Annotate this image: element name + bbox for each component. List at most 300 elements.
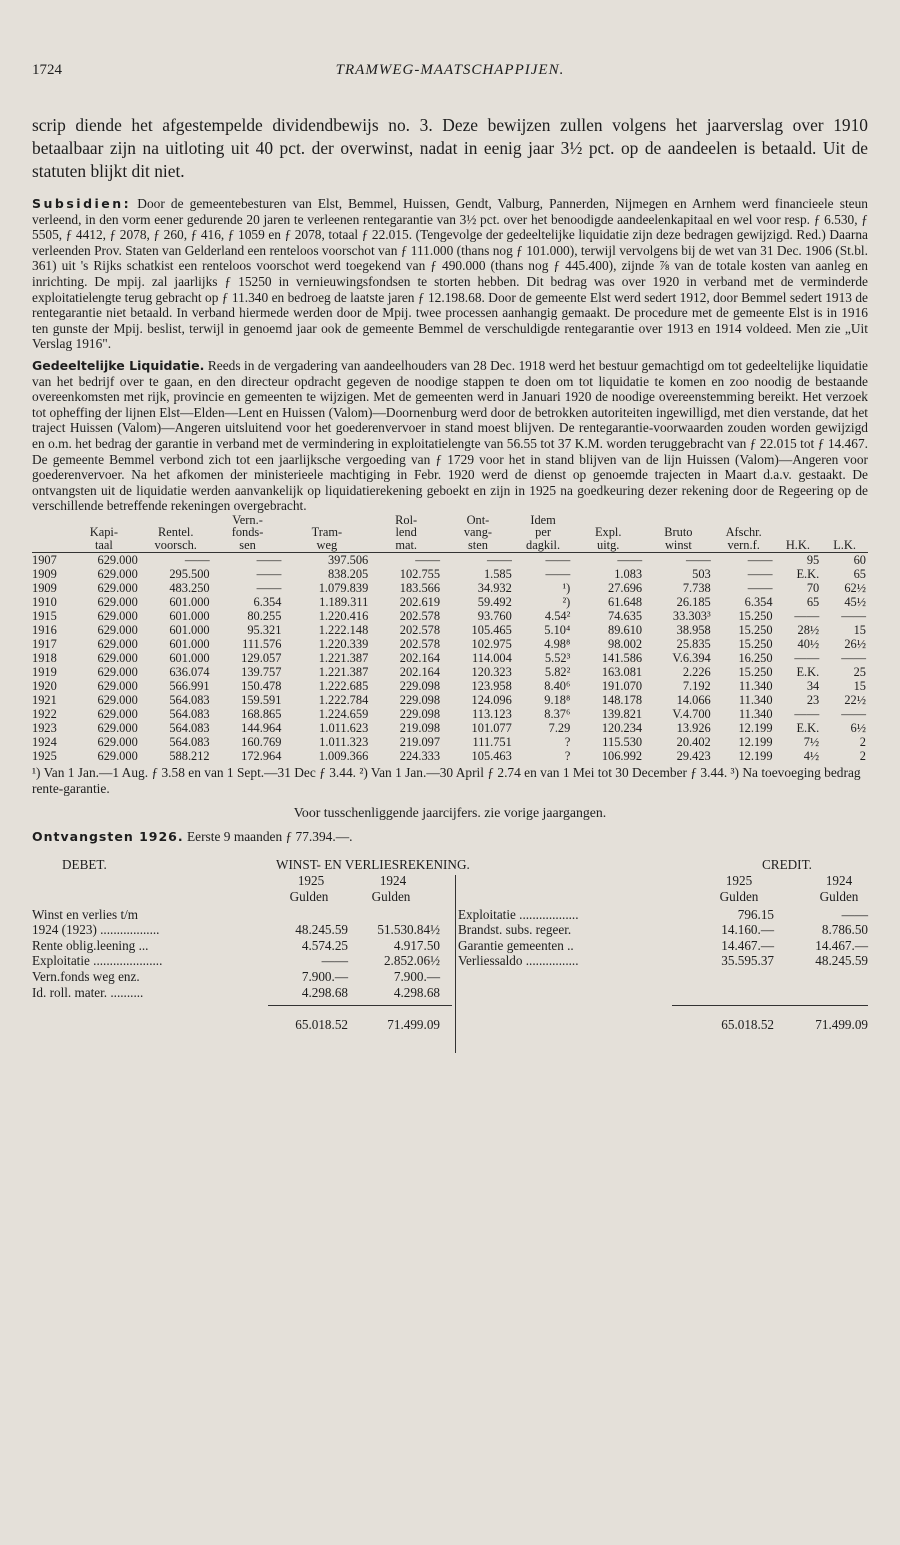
debit-rows: [32, 907, 454, 1001]
table-cell: 29.423: [676, 748, 711, 763]
table-cell: 11.340: [738, 692, 773, 707]
table-cell: 4.54²: [544, 608, 571, 623]
ontvangsten-line: [32, 829, 868, 845]
year-cell: 1918: [32, 650, 57, 665]
table-cell: 2: [859, 734, 866, 749]
table-cell: 106.992: [601, 748, 643, 763]
column-header: Idem per dagkil.: [514, 514, 572, 552]
table-cell: 74.635: [608, 608, 643, 623]
table-row: [32, 623, 868, 637]
table-cell: ——: [794, 608, 820, 623]
table-cell: 1.011.623: [319, 720, 369, 735]
year-cell: 1922: [32, 706, 57, 721]
table-cell: 629.000: [97, 678, 138, 693]
year-cell: 1907: [32, 552, 57, 567]
account-line-label: Vern.fonds weg enz.: [32, 969, 140, 985]
table-cell: ——: [747, 552, 773, 567]
debet-label: DEBET.: [62, 856, 107, 872]
table-cell: ——: [841, 706, 866, 721]
table-row: [32, 651, 868, 665]
credit-rows: [458, 907, 868, 969]
column-header: Ont- vang- sten: [442, 514, 514, 552]
account-line: [458, 953, 868, 969]
table-cell: 229.098: [399, 678, 441, 693]
table-cell: 15.250: [738, 622, 773, 637]
table-cell: ——: [415, 552, 441, 567]
table-cell: 34.932: [477, 580, 512, 595]
table-cell: 62½: [844, 580, 866, 595]
table-cell: 191.070: [601, 678, 643, 693]
table-cell: 202.578: [399, 608, 441, 623]
table-row: [32, 721, 868, 735]
table-cell: 629.000: [97, 566, 138, 581]
account-line: [458, 922, 868, 938]
table-row: [32, 665, 868, 679]
table-cell: 503: [692, 566, 711, 581]
ontvangsten-text: Eerste 9 maanden ƒ 77.394.—.: [183, 828, 353, 844]
subsidien-lead: Subsidien:: [32, 196, 132, 211]
table-cell: ——: [184, 552, 210, 567]
table-cell: ——: [794, 650, 820, 665]
table-cell: 1.221.387: [318, 664, 369, 679]
table-cell: ——: [685, 552, 711, 567]
debit-total-1925: 65.018.52: [295, 1016, 348, 1032]
table-cell: 1.189.311: [319, 594, 369, 609]
account-line-label: Rente oblig.leening ...: [32, 937, 149, 953]
table-cell: 124.096: [471, 692, 512, 707]
table-cell: 629.000: [97, 594, 138, 609]
table-cell: 629.000: [97, 720, 138, 735]
table-cell: 601.000: [169, 636, 210, 651]
table-cell: ²): [562, 594, 571, 609]
debit-year-1924: 1924: [379, 872, 407, 888]
table-cell: 15.250: [738, 608, 773, 623]
table-cell: 564.083: [169, 706, 210, 721]
table-cell: 7.738: [682, 580, 711, 595]
table-cell: 12.199: [738, 734, 773, 749]
table-cell: ——: [545, 552, 571, 567]
table-cell: ——: [617, 552, 643, 567]
table-row: [32, 609, 868, 623]
column-header: Rentel. voorsch.: [140, 514, 212, 552]
account-line: [458, 938, 868, 954]
table-cell: 629.000: [97, 552, 138, 567]
profit-loss-account: [32, 857, 868, 1053]
table-cell: ——: [256, 552, 282, 567]
table-cell: ——: [487, 552, 512, 567]
table-cell: 80.255: [247, 608, 282, 623]
table-cell: 12.199: [738, 720, 773, 735]
liquidatie-lead: Gedeeltelijke Liquidatie.: [32, 357, 205, 373]
table-cell: 202.619: [399, 594, 441, 609]
table-cell: 111.751: [472, 734, 512, 749]
table-cell: ——: [256, 580, 282, 595]
table-cell: ?: [564, 748, 571, 763]
table-cell: 93.760: [477, 608, 512, 623]
account-line-amount-1925: 7.900.—: [301, 969, 348, 985]
table-cell: 8.37⁶: [544, 706, 571, 721]
table-cell: 564.083: [169, 692, 210, 707]
table-cell: 160.769: [241, 734, 282, 749]
account-divider: [455, 875, 456, 1053]
account-line-amount-1925: 4.298.68: [301, 984, 348, 1000]
table-cell: 20.402: [676, 734, 711, 749]
table-cell: ——: [841, 650, 866, 665]
table-cell: 6.354: [253, 594, 282, 609]
year-cell: 1921: [32, 692, 57, 707]
table-cell: ¹): [562, 580, 571, 595]
table-cell: 105.465: [471, 622, 512, 637]
year-cell: 1909: [32, 580, 57, 595]
table-cell: 120.234: [601, 720, 643, 735]
table-cell: 15.250: [738, 664, 773, 679]
table-cell: 148.178: [601, 692, 643, 707]
table-cell: ——: [747, 580, 773, 595]
account-line-amount-1925: ——: [321, 953, 348, 969]
account-line-label: Verliessaldo ................: [458, 953, 579, 969]
account-line: [32, 907, 454, 923]
table-row: [32, 693, 868, 707]
liquidatie-text: Reeds in de vergadering van aandeelhouders van 28 Dec. 1918 werd het bestuur gemachtigd om tot gedeeltelijke liquidatie van het bedrijf over te gaan, en den directeur opdracht gegeven de noodige stappen te doen om tot liquidatie te komen en zoo noodig de bestaande overeenkomsten met rijk, provincie en gemeenten te wijzigen. Met de gemeenten werd in Januari 1920 de noodige overeenstemming bereikt. Het verzoek tot opheffing der lijnen Elst—Elden—Lent en Huissen (Valom)—Doornenburg werd door de betrokken autoriteiten ingewilligd, met dien verstande, dat het traject Huissen (Valom)—Angeren uitsluitend voor het goederenvervoer in stand moest blijven. De rentegarantie-voorwaarden zouden worden gewijzigd en o.m. het bedrag der garantie in verband met de vermindering in exploitatielengte van 56.55 tot 37 K.M. worden teruggebracht van ƒ 22.015 tot ƒ 14.467. De gemeente Bemmel verbond zich tot een jaarlijksche vergoeding van ƒ 1729 voor het in stand blijven van de lijn Huissen (Valom)—Angeren voor goederenvervoer. Na het afkomen der ministerieele machtiging in Febr. 1920 werd de dienst op genoemde trajecten in Maart d.a.v. gestaakt. De ontvangsten uit de liquidatie werden aanvankelijk op liquidatierekening geboekt en zijn in 1925 na goedkeuring dezer rekening door de Regeering op de verschillende betreffende rekeningen overgebracht.: [32, 357, 868, 514]
account-line-amount-1924: 14.467.—: [815, 937, 868, 953]
account-line-amount-1925: 14.160.—: [721, 922, 774, 938]
subsidien-paragraph: [32, 196, 868, 352]
account-line-amount-1924: ——: [841, 906, 868, 922]
credit-total-1924: 71.499.09: [815, 1016, 868, 1032]
table-cell: 1.221.387: [318, 650, 369, 665]
table-cell: 15.250: [738, 636, 773, 651]
table-cell: 101.077: [471, 720, 512, 735]
table-cell: 11.340: [738, 678, 773, 693]
year-cell: 1917: [32, 636, 57, 651]
table-cell: 229.098: [399, 706, 441, 721]
table-cell: 7½: [803, 734, 820, 749]
year-cell: 1923: [32, 720, 57, 735]
account-line: [32, 938, 454, 954]
debit-total-rule: [268, 1005, 452, 1006]
table-cell: 629.000: [97, 650, 138, 665]
liquidatie-section: [32, 358, 868, 514]
account-line-amount-1925: 48.245.59: [295, 922, 348, 938]
table-cell: 59.492: [477, 594, 512, 609]
table-cell: 7.192: [682, 678, 711, 693]
table-cell: 629.000: [97, 706, 138, 721]
table-cell: 1.011.323: [319, 734, 369, 749]
table-row: [32, 707, 868, 721]
account-line: [32, 969, 454, 985]
year-cell: 1915: [32, 608, 57, 623]
credit-year-1924: 1924: [825, 872, 853, 888]
table-cell: 163.081: [601, 664, 643, 679]
column-header: Expl. uitg.: [572, 514, 644, 552]
intro-paragraph: scrip diende het afgestempelde dividendbewijs no. 3. Deze bewijzen zullen volgens het jaarverslag over 1910 betaalbaar zijn na uitloting uit 40 pct. der overwinst, nadat in eenig jaar 3½ pct. op de aandeelen is betaald. Uit de statuten blijkt dit niet.: [32, 115, 868, 181]
account-line: [458, 907, 868, 923]
table-cell: E.K.: [796, 664, 820, 679]
table-cell: 114.004: [472, 650, 512, 665]
table-cell: 70: [806, 580, 820, 595]
table-cell: 38.958: [676, 622, 711, 637]
column-header: Tram- weg: [283, 514, 370, 552]
column-header: Vern.- fonds- sen: [212, 514, 284, 552]
table-cell: 15: [853, 678, 866, 693]
table-cell: 139.757: [241, 664, 282, 679]
table-cell: 16.250: [738, 650, 773, 665]
table-cell: 25.835: [676, 636, 711, 651]
account-line-amount-1924: 51.530.84½: [377, 922, 440, 938]
table-cell: 7.29: [548, 720, 571, 735]
table-row: [32, 595, 868, 609]
year-cell: 1916: [32, 622, 57, 637]
table-cell: 11.340: [738, 706, 773, 721]
account-line-amount-1925: 35.595.37: [721, 953, 774, 969]
account-line: [32, 985, 454, 1001]
table-cell: 601.000: [169, 650, 210, 665]
table-cell: 5.10⁴: [544, 622, 571, 637]
table-cell: 98.002: [608, 636, 643, 651]
ontvangsten-lead: Ontvangsten 1926.: [32, 828, 184, 844]
table-cell: 564.083: [169, 720, 210, 735]
account-line-label: Garantie gemeenten ..: [458, 937, 574, 953]
year-cell: 1924: [32, 734, 57, 749]
column-header: Kapi- taal: [68, 514, 140, 552]
table-cell: 168.865: [241, 706, 282, 721]
table-cell: 629.000: [97, 692, 138, 707]
statistics-table: [32, 514, 868, 763]
table-cell: 172.964: [241, 748, 282, 763]
table-row: [32, 581, 868, 595]
table-cell: V.4.700: [672, 706, 711, 721]
table-cell: 40½: [797, 636, 820, 651]
table-cell: 26.185: [676, 594, 711, 609]
year-cell: 1919: [32, 664, 57, 679]
table-cell: 22½: [844, 692, 866, 707]
table-body: [32, 552, 868, 763]
table-cell: 8.40⁶: [544, 678, 571, 693]
table-cell: 6.354: [744, 594, 773, 609]
table-cell: E.K.: [796, 566, 820, 581]
table-cell: 629.000: [97, 636, 138, 651]
page-header: [32, 62, 868, 82]
table-cell: 601.000: [169, 622, 210, 637]
table-cell: 229.098: [399, 692, 441, 707]
table-cell: 397.506: [327, 552, 369, 567]
liquidatie-paragraph: [32, 358, 868, 514]
table-cell: 1.009.366: [318, 748, 369, 763]
account-line-amount-1924: 4.298.68: [393, 984, 440, 1000]
subsidien-text: Door de gemeentebesturen van Elst, Bemmel, Huissen, Gendt, Valburg, Pannerden, Nijmegen en Arnhem werd financieele steun verleend, in den vorm eener gedurende 20 jaren te verleenen rentegarantie van 3½ pct. over het benoodigde aandeelenkapitaal en wel voor resp. ƒ 6.530, ƒ 5505, ƒ 4412, ƒ 2078, ƒ 260, ƒ 416, ƒ 1059 en ƒ 2078, totaal ƒ 22.015. (Tengevolge der gedeeltelijke liquidatie zijn deze bedragen gewijzigd. Red.) Daarna verleenden Prov. Staten van Gelderland een renteloos voorschot van ƒ 111.000 (thans nog ƒ 101.000), terwijl vervolgens bij de wet van 31 Dec. 1906 (St.bl. 361) uit 's Rijks schatkist een renteloos voorschot werd toegekend van ƒ 490.000 (thans nog ƒ 445.400), zijnde ⅞ van de totale kosten van aanleg en inrichting. De mpij. zal jaarlijks ƒ 15250 in vernieuwingsfondsen te storten hebben. Dit bedrag was over 1920 in verband met de verminderde exploitatielengte terug gebracht op ƒ 11.340 en bedroeg de laatste jaren ƒ 12.198.68. Door de gemeente Elst werd sedert 1912, door Bemmel sedert 1913 de rentegarantie niet betaald. In verband hiermede werden door de Mpij. twee processen aanhangig gemaakt. De procedure met de gemeente Elst is in 1916 ten gunste der Mpij. beslist, terwijl in genoemd jaar ook de gemeente Bemmel de verschuldigde rentegarantie over 1913 en 1914 voldeed. Men zie „Uit Verslag 1916".: [32, 196, 868, 352]
table-cell: E.K.: [796, 720, 820, 735]
column-header: H.K.: [775, 514, 822, 552]
table-cell: 202.578: [399, 622, 441, 637]
table-cell: 629.000: [97, 734, 138, 749]
account-line-label: Id. roll. mater. ..........: [32, 984, 144, 1000]
table-cell: 1.585: [483, 566, 512, 581]
credit-total-rule: [672, 1005, 868, 1006]
table-cell: 120.323: [471, 664, 512, 679]
table-cell: 26½: [844, 636, 866, 651]
year-cell: 1910: [32, 594, 57, 609]
table-cell: 588.212: [169, 748, 210, 763]
account-line: [32, 922, 454, 938]
table-cell: 102.755: [399, 566, 441, 581]
account-line-label: Exploitatie .....................: [32, 953, 163, 969]
year-cell: 1925: [32, 748, 57, 763]
table-cell: 1.222.148: [318, 622, 369, 637]
account-line-amount-1925: 14.467.—: [721, 937, 774, 953]
table-cell: 141.586: [601, 650, 643, 665]
table-cell: 483.250: [169, 580, 210, 595]
credit-total-1925: 65.018.52: [721, 1016, 774, 1032]
debit-unit-1924: Gulden: [371, 888, 411, 904]
table-cell: 629.000: [97, 622, 138, 637]
table-cell: 150.478: [241, 678, 282, 693]
table-row: [32, 567, 868, 581]
table-cell: ——: [794, 706, 820, 721]
table-cell: 5.82²: [544, 664, 571, 679]
table-cell: 113.123: [472, 706, 512, 721]
table-cell: 45½: [844, 594, 866, 609]
table-cell: 2: [859, 748, 866, 763]
table-cell: 1.222.685: [318, 678, 369, 693]
table-cell: 14.066: [676, 692, 711, 707]
table-cell: 566.991: [169, 678, 210, 693]
table-cell: 219.097: [399, 734, 441, 749]
table-cell: 4½: [803, 748, 820, 763]
table-cell: ——: [545, 566, 571, 581]
table-row: [32, 679, 868, 693]
account-line-amount-1924: 7.900.—: [393, 969, 440, 985]
table-cell: 105.463: [471, 748, 512, 763]
table-cell: 224.333: [399, 748, 441, 763]
debit-year-1925: 1925: [297, 872, 325, 888]
table-cell: 61.648: [608, 594, 643, 609]
table-cell: 6½: [850, 720, 866, 735]
table-cell: 65: [853, 566, 866, 581]
column-header: [32, 514, 68, 552]
table-cell: 636.074: [169, 664, 210, 679]
table-cell: 13.926: [676, 720, 711, 735]
account-line-amount-1924: 2.852.06½: [383, 953, 440, 969]
table-cell: 27.696: [608, 580, 643, 595]
table-cell: 295.500: [169, 566, 210, 581]
table-cell: 601.000: [169, 594, 210, 609]
table-cell: 159.591: [241, 692, 282, 707]
table-cell: 89.610: [608, 622, 643, 637]
table-cell: 601.000: [169, 608, 210, 623]
table-cell: 25: [853, 664, 866, 679]
credit-unit-1925: Gulden: [719, 888, 759, 904]
running-title: TRAMWEG-MAATSCHAPPIJEN.: [335, 62, 565, 78]
table-row: [32, 637, 868, 651]
table-cell: 9.18⁸: [544, 692, 571, 707]
table-cell: 1.222.784: [318, 692, 369, 707]
column-header: Afschr. vern.f.: [713, 514, 775, 552]
table-cell: ?: [564, 734, 571, 749]
table-cell: 1.083: [614, 566, 643, 581]
account-line-label: Exploitatie ..................: [458, 906, 579, 922]
column-header: Rol- lend mat.: [370, 514, 442, 552]
account-line: [32, 953, 454, 969]
table-footnote: ¹) Van 1 Jan.—1 Aug. ƒ 3.58 en van 1 Sept.—31 Dec ƒ 3.44. ²) Van 1 Jan.—30 April ƒ 2.74 en van 1 Mei tot 30 December ƒ 3.44. ³) Na toevoeging bedrag rente-garantie.: [32, 764, 861, 796]
table-cell: 1.079.839: [318, 580, 369, 595]
table-cell: 5.52³: [544, 650, 571, 665]
debit-total-1924: 71.499.09: [387, 1016, 440, 1032]
table-cell: 95: [806, 552, 820, 567]
table-row: [32, 735, 868, 749]
account-line-amount-1925: 796.15: [737, 906, 774, 922]
credit-unit-1924: Gulden: [819, 888, 859, 904]
table-row: [32, 749, 868, 763]
table-cell: V.6.394: [672, 650, 711, 665]
year-cell: 1909: [32, 566, 57, 581]
table-cell: 629.000: [97, 608, 138, 623]
account-line-label: Brandst. subs. regeer.: [458, 922, 572, 938]
table-cell: 95.321: [247, 622, 282, 637]
previous-years-note: Voor tusschenliggende jaarcijfers. zie vorige jaargangen.: [293, 804, 607, 820]
table-cell: 629.000: [97, 580, 138, 595]
account-line-amount-1925: 4.574.25: [301, 937, 348, 953]
table-cell: 33.303³: [672, 608, 711, 623]
table-cell: 183.566: [399, 580, 441, 595]
table-cell: 115.530: [602, 734, 643, 749]
table-header-row: [32, 514, 868, 552]
table-cell: 144.964: [241, 720, 282, 735]
table-cell: 629.000: [97, 664, 138, 679]
credit-year-1925: 1925: [725, 872, 753, 888]
subsidien-section: [32, 196, 868, 352]
table-cell: 838.205: [327, 566, 369, 581]
table-cell: 202.164: [399, 664, 441, 679]
table-cell: 12.199: [738, 748, 773, 763]
table-cell: 139.821: [601, 706, 643, 721]
table-cell: ——: [747, 566, 773, 581]
table-cell: 219.098: [399, 720, 441, 735]
table-cell: 1.224.659: [318, 706, 369, 721]
account-title: WINST- EN VERLIESREKENING.: [276, 856, 470, 872]
table-cell: 34: [806, 678, 820, 693]
account-line-label: 1924 (1923) ..................: [32, 922, 160, 938]
debit-unit-1925: Gulden: [289, 888, 329, 904]
table-cell: 202.578: [399, 636, 441, 651]
credit-label: CREDIT.: [762, 856, 812, 872]
table-cell: 15: [853, 622, 866, 637]
column-header: Bruto winst: [644, 514, 713, 552]
account-line-amount-1924: 4.917.50: [393, 937, 440, 953]
account-line-amount-1924: 8.786.50: [821, 922, 868, 938]
table-cell: 629.000: [97, 748, 138, 763]
page-number: 1724: [32, 62, 62, 78]
table-cell: 60: [853, 552, 866, 567]
document-page: [32, 62, 868, 1053]
table-cell: 28½: [797, 622, 820, 637]
table-cell: 102.975: [471, 636, 512, 651]
table-row: [32, 552, 868, 567]
table-cell: 65: [806, 594, 820, 609]
table-cell: 202.164: [399, 650, 441, 665]
table-cell: ——: [256, 566, 282, 581]
table-cell: 1.220.339: [318, 636, 369, 651]
year-cell: 1920: [32, 678, 57, 693]
account-line-label: Winst en verlies t/m: [32, 906, 139, 922]
table-cell: 111.576: [242, 636, 282, 651]
table-cell: 1.220.416: [318, 608, 369, 623]
table-cell: 4.98⁸: [544, 636, 571, 651]
table-cell: 23: [806, 692, 820, 707]
table-cell: 123.958: [471, 678, 512, 693]
column-header: L.K.: [821, 514, 868, 552]
account-line-amount-1924: 48.245.59: [815, 953, 868, 969]
table-cell: 564.083: [169, 734, 210, 749]
